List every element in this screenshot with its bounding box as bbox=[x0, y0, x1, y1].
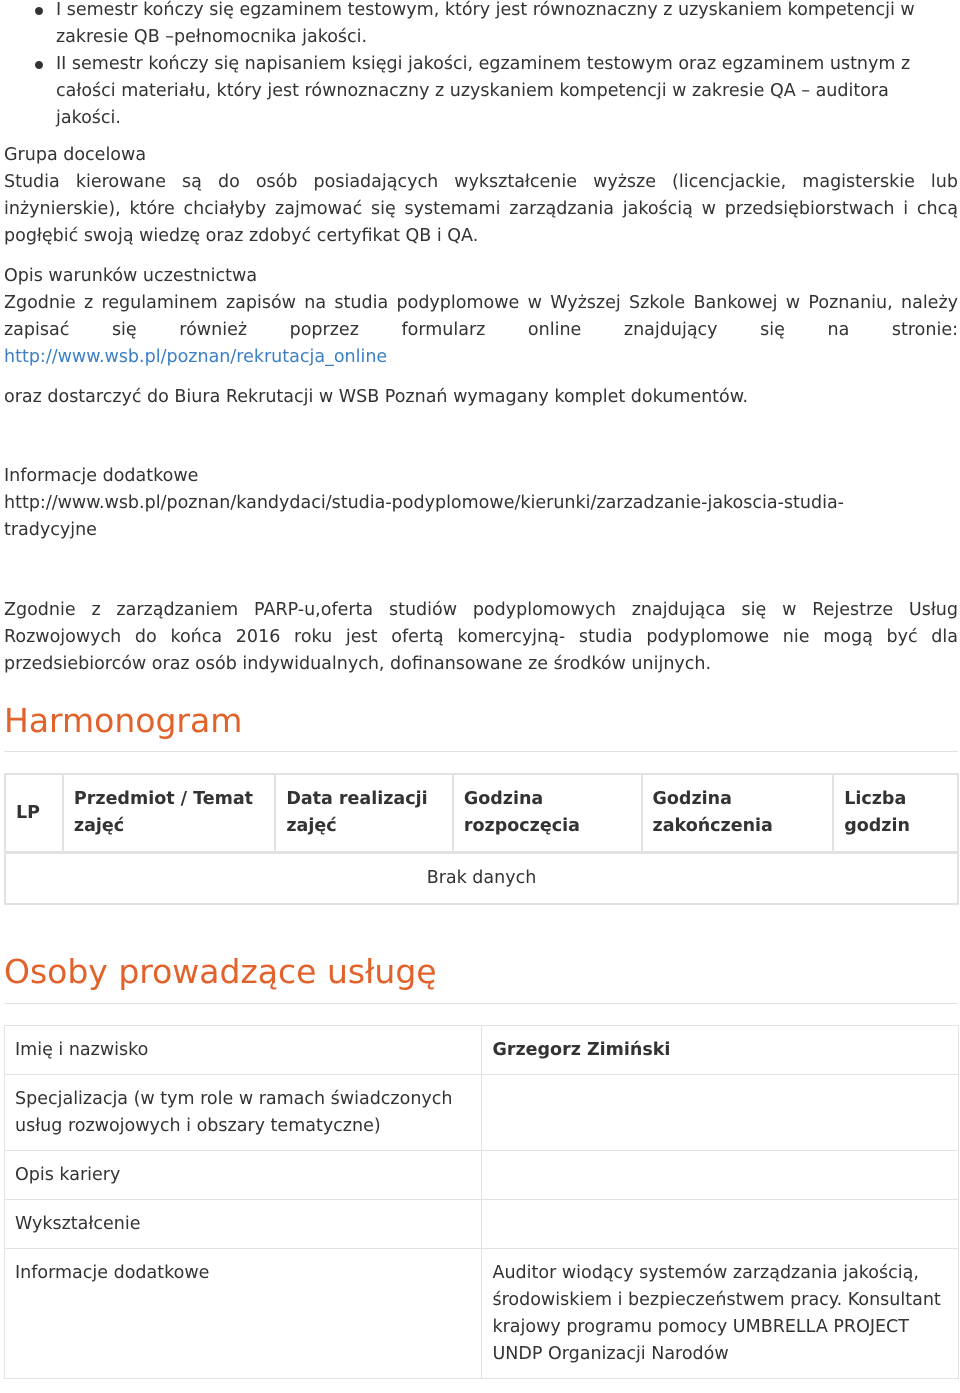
extra-info-label: Informacje dodatkowe bbox=[4, 466, 199, 486]
participation-label: Opis warunków uczestnictwa bbox=[4, 266, 258, 286]
row-value bbox=[482, 1151, 959, 1200]
semester-list bbox=[0, 0, 958, 132]
col-header-lp: LP bbox=[5, 774, 63, 853]
trainers-table bbox=[4, 1025, 959, 1379]
table-row bbox=[5, 853, 958, 905]
extra-info-url: http://www.wsb.pl/poznan/kandydaci/studia-podyplomowe/kierunki/zarzadzanie-jakoscia-studia- tradycyjne bbox=[4, 493, 844, 540]
trainer-name: Grzegorz Zimiński bbox=[482, 1026, 959, 1075]
row-value bbox=[482, 1075, 959, 1151]
schedule-heading: Harmonogram bbox=[4, 701, 243, 740]
target-group-section bbox=[4, 142, 958, 250]
trainers-divider bbox=[4, 1003, 958, 1004]
table-row bbox=[5, 1200, 959, 1249]
recruitment-link[interactable]: http://www.wsb.pl/poznan/rekrutacja_online bbox=[4, 347, 388, 367]
parp-notice: Zgodnie z zarządzaniem PARP-u,oferta studiów podyplomowych znajdująca się w Rejestrze Usług Rozwojowych do końca 2016 roku jest ofertą komercyjną- studia podyplomowe nie mogą być dla przedsiebiorców oraz osób indywidualnych, dofinansowane ze środków unijnych. bbox=[4, 600, 958, 674]
col-header-start: Godzina rozpoczęcia bbox=[453, 774, 642, 853]
target-group-label: Grupa docelowa bbox=[4, 145, 147, 165]
row-label: Wykształcenie bbox=[5, 1200, 482, 1249]
col-header-end: Godzina zakończenia bbox=[642, 774, 834, 853]
participation-text-2: oraz dostarczyć do Biura Rekrutacji w WSB Poznań wymagany komplet dokumentów. bbox=[4, 387, 749, 407]
extra-info-section bbox=[4, 463, 958, 544]
col-header-subject: Przedmiot / Temat zajęć bbox=[63, 774, 275, 853]
schedule-table bbox=[4, 773, 959, 905]
row-label: Informacje dodatkowe bbox=[5, 1249, 482, 1379]
table-row bbox=[5, 1249, 959, 1379]
row-label: Imię i nazwisko bbox=[5, 1026, 482, 1075]
list-item: I semestr kończy się egzaminem testowym, który jest równoznaczny z uzyskaniem kompetencji w zakresie QB –pełnomocnika jakości. bbox=[56, 0, 958, 51]
trainers-heading: Osoby prowadzące usługę bbox=[4, 952, 437, 991]
table-header-row bbox=[5, 774, 958, 853]
col-header-hours: Liczba godzin bbox=[833, 774, 958, 853]
participation-section bbox=[4, 263, 958, 411]
row-value bbox=[482, 1200, 959, 1249]
schedule-divider bbox=[4, 751, 958, 752]
row-value: Auditor wiodący systemów zarządzania jakością, środowiskiem i bezpieczeństwem pracy. Konsultant krajowy programu pomocy UMBRELLA PROJECT UNDP Organizacji Narodów bbox=[482, 1249, 959, 1379]
col-header-date: Data realizacji zajęć bbox=[275, 774, 453, 853]
row-label: Opis kariery bbox=[5, 1151, 482, 1200]
table-row bbox=[5, 1026, 959, 1075]
target-group-text: Studia kierowane są do osób posiadających wykształcenie wyższe (licencjackie, magisterskie lub inżynierskie), które chciałyby zajmować się systemami zarządzania jakością w przedsiębiorstwach i chcą pogłębić swoją wiedzę oraz zdobyć certyfikat QB i QA. bbox=[4, 172, 958, 246]
row-label: Specjalizacja (w tym role w ramach świadczonych usług rozwojowych i obszary tematyczne) bbox=[5, 1075, 482, 1151]
list-item: II semestr kończy się napisaniem księgi jakości, egzaminem testowym oraz egzaminem ustnym z całości materiału, który jest równoznaczny z uzyskaniem kompetencji w zakresie QA – auditora jakości. bbox=[56, 51, 958, 132]
table-row bbox=[5, 1151, 959, 1200]
table-row bbox=[5, 1075, 959, 1151]
participation-text: Zgodnie z regulaminem zapisów na studia podyplomowe w Wyższej Szkole Bankowej w Poznaniu, należy zapisać się również poprzez formularz online znajdujący się na stronie: bbox=[4, 293, 958, 340]
empty-state: Brak danych bbox=[5, 853, 958, 905]
